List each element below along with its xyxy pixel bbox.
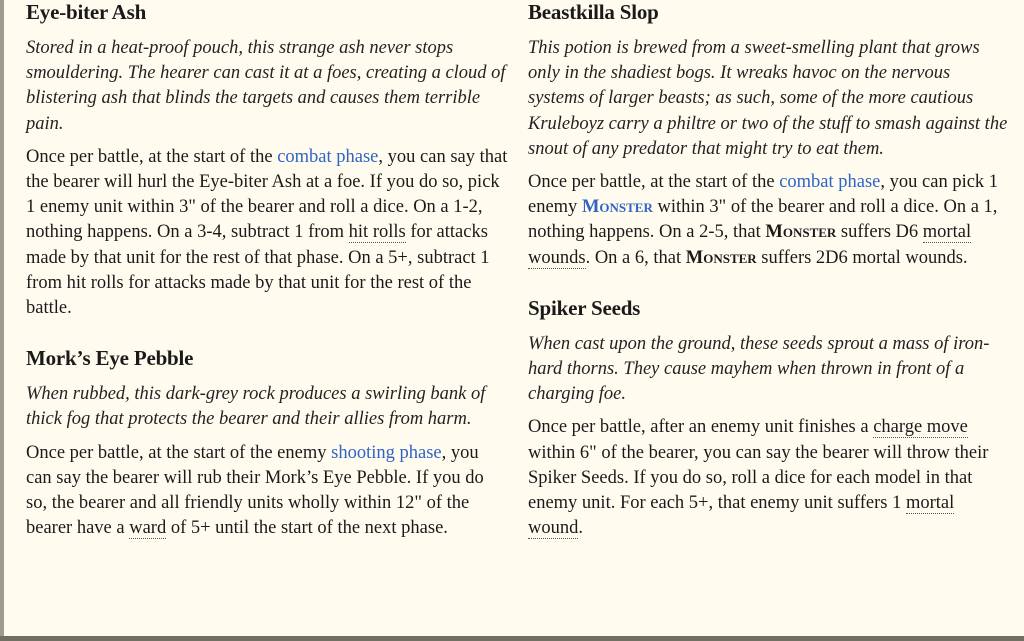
item-rule-text [528, 415, 1010, 541]
item-flavor-text: When rubbed, this dark-grey rock produces a swirling bank of thick fog that protects the bearer and their allies from harm. [26, 384, 486, 430]
rule-text-part: , you can pick 1 enemy [528, 172, 999, 218]
rule-text-part: for attacks made by that unit for the rest of that phase. On a 5+, subtract 1 from hit rolls for attacks made by that unit for the rest of the battle. [26, 222, 490, 319]
item-flavor-text: When cast upon the ground, these seeds sprout a mass of iron-hard thorns. They cause mayhem when thrown in front of a charging foe. [528, 333, 990, 405]
rule-text-part: . On a 6, that [585, 247, 686, 268]
mortal-wound-glossary-term[interactable]: mortal wound [528, 493, 955, 539]
rule-text-part: Once per battle, after an enemy unit finishes a [528, 417, 874, 438]
mortal-wounds-glossary-term[interactable]: mortal wounds [528, 222, 972, 268]
item-title: Spiker Seeds [528, 295, 641, 320]
item-rule-text [26, 441, 508, 542]
rule-text-part: Once per battle, at the start of the enemy [26, 442, 332, 463]
bottom-border [0, 636, 1024, 641]
rule-text-part: of 5+ until the start of the next phase. [166, 518, 448, 539]
shooting-phase-link[interactable]: shooting phase [331, 442, 442, 463]
rule-text-part: , you can say the bearer will rub their Mork’s Eye Pebble. If you do so, the bearer and all friendly units wholly within 12" of the bearer have a [26, 442, 484, 539]
ward-glossary-term[interactable]: ward [129, 518, 167, 539]
item-title: Mork’s Eye Pebble [26, 346, 194, 371]
item-beastkilla-slop [528, 0, 1010, 271]
rule-text-part: suffers 2D6 mortal wounds. [756, 247, 968, 268]
rule-text-part: , you can say that the bearer will hurl the Eye-biter Ash at a foe. If you do so, pick 1 enemy unit within 3" of the bearer and roll a dice. On a 1-2, nothing happens. On a 3-4, subtract 1 from [26, 146, 508, 243]
item-flavor-text: Stored in a heat-proof pouch, this strange ash never stops smouldering. The hearer can cast it at a foes, creating a cloud of blistering ash that blinds the targets and causes them terrible pain. [26, 38, 506, 134]
right-column [528, 0, 1010, 541]
rule-text-part: suffers D6 [836, 222, 923, 243]
item-title: Eye-biter Ash [26, 0, 147, 24]
rule-text-part: within 3" of the bearer and roll a dice. On a 1, nothing happens. On a 2-5, that [528, 197, 998, 243]
monster-keyword-link[interactable]: Monster [581, 197, 653, 218]
rule-text-part: Once per battle, at the start of the [528, 172, 780, 193]
hit-rolls-glossary-term[interactable]: hit rolls [348, 222, 406, 243]
monster-keyword: Monster [685, 247, 757, 268]
item-morks-eye-pebble [26, 346, 508, 541]
rule-text-part: Once per battle, at the start of the [26, 146, 278, 167]
item-title: Beastkilla Slop [528, 0, 659, 24]
item-eye-biter-ash [26, 0, 508, 321]
combat-phase-link[interactable]: combat phase [779, 172, 881, 193]
rule-text-part: within 6" of the bearer, you can say the bearer will throw their Spiker Seeds. If you do so, roll a dice for each model in that enemy unit. For each 5+, that enemy unit suffers 1 [528, 442, 989, 514]
monster-keyword: Monster [765, 222, 837, 243]
item-rule-text [528, 170, 1010, 271]
item-flavor-text: This potion is brewed from a sweet-smelling plant that grows only in the shadiest bogs. It wreaks havoc on the nervous systems of larger beasts; as such, some of the more cautious Kruleboyz carry a philtre or two of the stuff to smash against the snout of any predator that might try to eat them. [528, 38, 1008, 159]
item-spiker-seeds [528, 296, 1010, 542]
combat-phase-link[interactable]: combat phase [277, 146, 379, 167]
item-rule-text [26, 145, 508, 321]
charge-move-glossary-term[interactable]: charge move [873, 417, 968, 438]
left-column [26, 0, 508, 541]
rule-text-part: . [578, 518, 583, 539]
left-border [0, 0, 4, 641]
